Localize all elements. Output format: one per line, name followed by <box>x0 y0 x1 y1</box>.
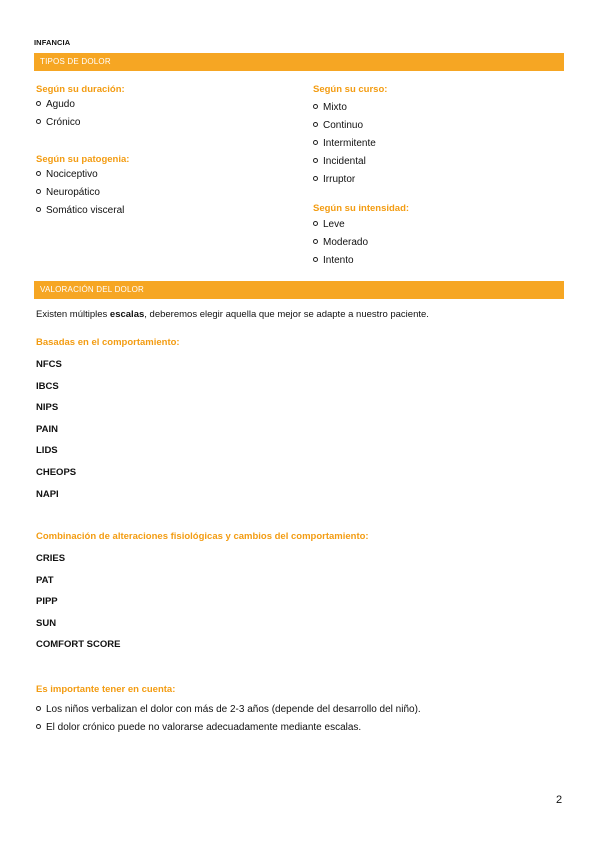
notes-heading: Es importante tener en cuenta: <box>36 684 176 695</box>
scale-item: CRIES <box>36 553 66 564</box>
duration-list <box>36 98 80 134</box>
notes-list <box>36 703 421 739</box>
list-item: Incidental <box>313 155 376 173</box>
list-item: Nociceptivo <box>36 168 124 186</box>
bullet-icon <box>36 101 41 106</box>
bullet-icon <box>36 189 41 194</box>
bullet-icon <box>313 257 318 262</box>
intensity-heading: Según su intensidad: <box>313 203 410 214</box>
bullet-icon <box>313 158 318 163</box>
scale-item: LIDS <box>36 445 58 457</box>
list-item: Intento <box>313 254 368 272</box>
scale-item: CHEOPS <box>36 466 77 478</box>
pathogenesis-list <box>36 168 124 222</box>
scale-item: PIPP <box>36 596 58 608</box>
bullet-icon <box>36 706 41 711</box>
behavior-heading: Basadas en el comportamiento: <box>36 337 180 348</box>
list-item: Moderado <box>313 236 368 254</box>
scale-item: SUN <box>36 617 57 629</box>
list-item: Irruptor <box>313 173 376 191</box>
pathogenesis-heading: Según su patogenia: <box>36 154 130 165</box>
scale-item: NFCS <box>36 359 62 370</box>
list-item: Mixto <box>313 101 376 119</box>
bullet-icon <box>313 140 318 145</box>
intro-bold: escalas <box>109 309 145 320</box>
list-item: Leve <box>313 218 368 236</box>
scale-item: NAPI <box>36 488 59 500</box>
scale-item: COMFORT SCORE <box>36 639 121 651</box>
list-item: Continuo <box>313 119 376 137</box>
bullet-icon <box>313 239 318 244</box>
list-item: Neuropático <box>36 186 124 204</box>
list-item: Crónico <box>36 116 80 134</box>
scale-item: IBCS <box>36 380 59 392</box>
bullet-icon <box>36 724 41 729</box>
scale-item: PAT <box>36 574 54 586</box>
behavior-scale-list <box>36 358 76 509</box>
page-number: 2 <box>556 794 563 806</box>
intensity-list <box>313 218 368 272</box>
bullet-icon <box>313 221 318 226</box>
bullet-icon <box>36 207 41 212</box>
list-item: Agudo <box>36 98 80 116</box>
course-list <box>313 101 376 191</box>
list-item: Los niños verbalizan el dolor con más de 2-3 años (depende del desarrollo del niño). <box>36 703 421 721</box>
combined-heading: Combinación de alteraciones fisiológicas y cambios del comportamiento: <box>36 531 369 542</box>
scale-item: PAIN <box>36 423 58 435</box>
scale-item: NIPS <box>36 402 59 414</box>
list-item: El dolor crónico puede no valorarse adecuadamente mediante escalas. <box>36 721 421 739</box>
bullet-icon <box>36 171 41 176</box>
section-label: INFANCIA <box>34 38 71 47</box>
assessment-bar: VALORACIÓN DEL DOLOR <box>34 281 564 299</box>
bullet-icon <box>36 119 41 124</box>
list-item: Somático visceral <box>36 204 124 222</box>
duration-heading: Según su duración: <box>36 84 125 95</box>
combined-scale-list <box>36 552 120 660</box>
bullet-icon <box>313 122 318 127</box>
list-item: Intermitente <box>313 137 376 155</box>
intro-text: Existen múltiples escalas, deberemos elegir aquella que mejor se adapte a nuestro paciente. <box>36 309 429 320</box>
bullet-icon <box>313 104 318 109</box>
course-heading: Según su curso: <box>313 84 388 95</box>
types-bar: TIPOS DE DOLOR <box>34 53 564 71</box>
bullet-icon <box>313 176 318 181</box>
